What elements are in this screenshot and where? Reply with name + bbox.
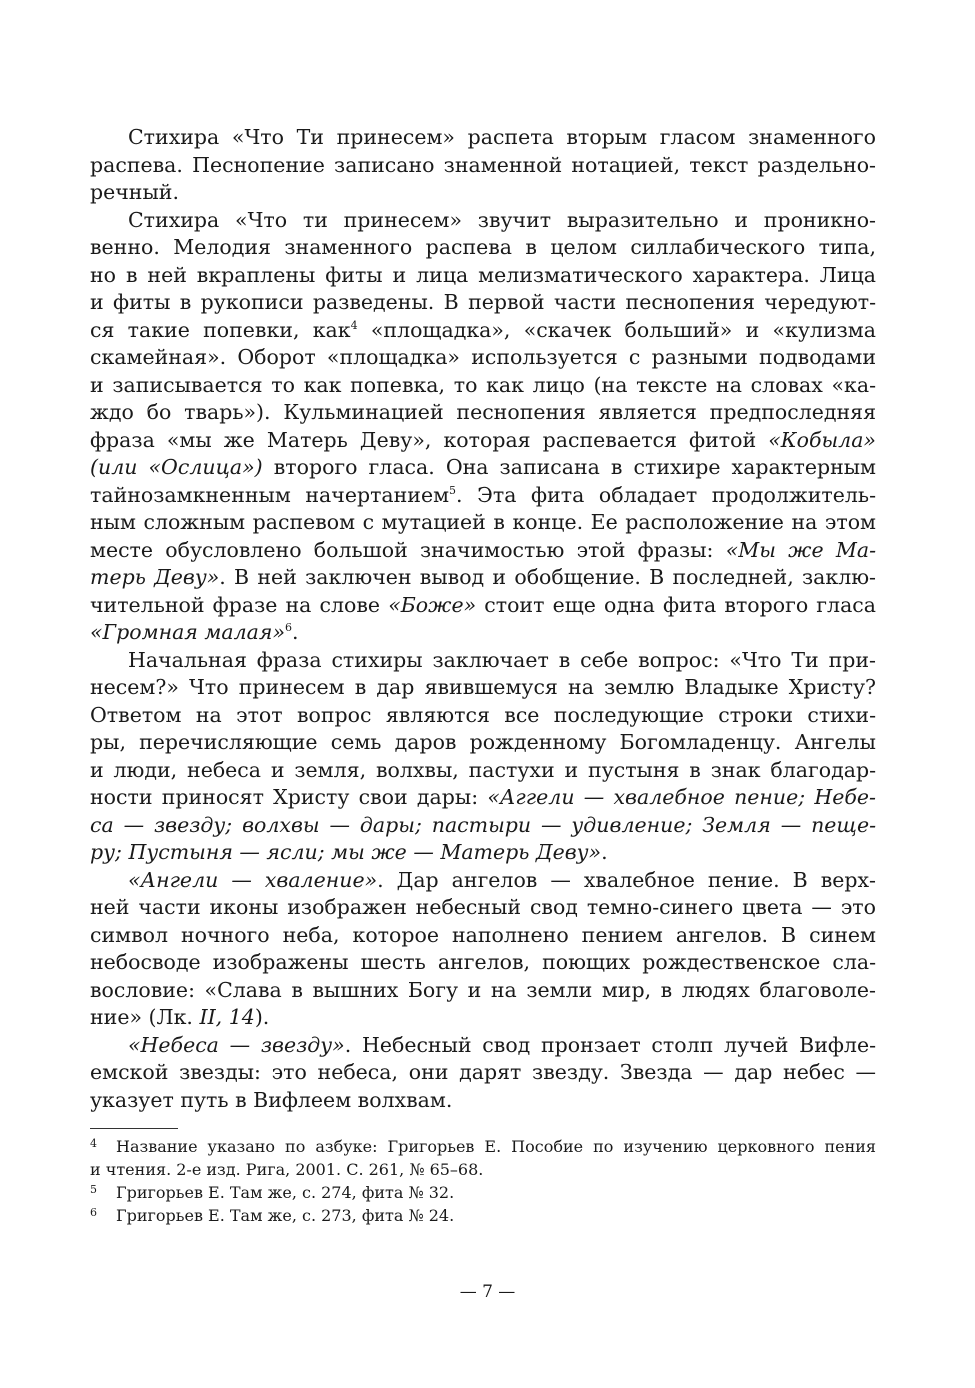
text-span: . Дар ангелов — хвалебное пение. В верх- [377,867,876,892]
paragraph-2 [90,207,876,647]
italic-text: «Кобыла» [768,427,876,452]
italic-text: ру; Пустыня — ясли; мы же — Матерь Деву» [90,840,602,864]
paragraph-5 [90,1032,876,1115]
paragraph-3 [90,647,876,867]
text-span: . В ней заключен вывод и обобщение. В последней, заклю- [219,565,876,589]
footnote-4 [90,1135,876,1158]
text-line: Ответом на этот вопрос являются все последующие строки стихи- [90,702,876,727]
footnote-6 [90,1204,876,1227]
footnote-ref[interactable]: 4 [350,318,358,332]
text-span: месте обусловлено большой значимостью этой фразы: [90,537,714,562]
text-line: символ ночного неба, которое наполнено пением ангелов. В синем [90,922,876,947]
text-span: ся такие попевки, как [90,317,351,342]
text-line: ждо бо тварь»). Кульминацией песнопения является предпоследняя [90,400,876,424]
body-text [90,124,876,1114]
footnote-text: Григорьев Е. Там же, с. 273, фита № 24. [116,1206,455,1225]
page [90,124,876,1227]
text-span: . Небесный свод пронзает столп лучей Вифле- [344,1032,876,1057]
text-line: емской звезды: это небеса, они дарят звезду. Звезда — дар небес — [90,1060,876,1084]
text-line: венно. Мелодия знаменного распева в целом силлабического типа, [90,235,876,259]
text-line: и люди, небеса и земля, волхвы, пастухи и пустыня в знак благодар- [90,757,876,782]
footnote-5 [90,1181,876,1204]
text-span: . [601,840,608,864]
text-line [90,454,876,482]
paragraph-4 [90,867,876,1032]
text-span: стоит еще одна фита второго гласа [484,592,876,617]
text-span: ). [254,1005,270,1029]
text-line: и фиты в рукописи разведены. В первой части песнопения чередуют- [90,290,876,314]
italic-text: са — звезду; волхвы — дары; пастыри — удивление; Земля — пеще- [90,812,876,837]
text-line: и записывается то как попевка, то как лицо (на тексте на словах «ка- [90,372,876,397]
italic-text: (или «Ослица») [90,455,263,479]
text-line: Начальная фраза стихиры заключает в себе вопрос: «Что Ти при- [128,647,876,672]
footnote-divider [90,1128,178,1129]
text-line: ным сложным распевом с мутацией в конце. Ее расположение на этом [90,510,876,534]
text-span: . Эта фита обладает продолжитель- [456,482,876,507]
italic-text: терь Деву» [90,565,220,589]
text-line: ры, перечисляющие семь даров рожденному Богомладенцу. Ангелы [90,730,876,754]
footnote-number: 6 [90,1206,97,1219]
text-line: Стихира «Что Ти принесем» распета вторым гласом знаменного [128,125,876,149]
text-span: второго гласа. Она записана в стихире характерным [273,455,876,479]
italic-text: «Боже» [388,592,477,617]
italic-text: «Мы же Ма- [725,537,876,562]
italic-text: «Ангели — хваление» [128,867,378,892]
text-line [90,482,876,510]
text-line [90,784,876,812]
text-line: «Громная малая»$^6$. [90,620,299,644]
text-line [90,1004,876,1032]
text-line [90,537,876,565]
text-span: ние» (Лк. [90,1005,193,1029]
text-span: «площадка», «скачек больший» и «кулизма [370,317,876,342]
text-line: речный. [90,180,179,204]
text-line [90,1032,876,1060]
text-line [90,592,876,620]
footnote-text-continued: и чтения. 2-е изд. Рига, 2001. С. 261, № 65–68. [90,1160,484,1179]
italic-text: «Громная малая» [90,620,286,644]
text-line: несем?» Что принесем в дар явившемуся на землю Владыке Христу? [90,675,876,699]
text-line: но в ней вкраплены фиты и лица мелизматического характера. Лица [90,262,876,287]
footnote-ref[interactable]: 6 [285,621,293,634]
text-line: вословие: «Слава в вышних Богу и на земли мир, в людях благоволе- [90,977,876,1002]
footnote-text: Название указано по азбуке: Григорьев Е. Пособие по изучению церковного пения [116,1137,876,1156]
footnote-number: 4 [90,1137,97,1150]
text-line: скамейная». Оборот «площадка» используется с разными подводами [90,345,876,369]
text-line [90,867,876,895]
text-line: указует путь в Вифлеем волхвам. [90,1087,453,1112]
text-line [90,427,876,455]
text-line: Стихира «Что ти принесем» звучит выразительно и проникно- [128,207,876,232]
footnote-ref[interactable]: 5 [449,483,457,497]
footnote-text: Григорьев Е. Там же, с. 274, фита № 32. [116,1183,455,1202]
text-span: тайнозамкненным начертанием [90,482,450,507]
text-line: небосводе изображены шесть ангелов, поющих рождественское сла- [90,950,876,974]
italic-text: II, 14 [199,1005,255,1029]
text-line [90,839,876,867]
italic-text: «Небеса — звезду» [128,1032,345,1057]
text-line [90,564,876,592]
text-span: фраза «мы же Матерь Деву», которая распевается фитой [90,427,757,452]
text-line: ней части иконы изображен небесный свод темно-синего цвета — это [90,895,876,919]
text-line [90,812,876,840]
text-line [90,317,876,345]
text-span: чительной фразе на слове [90,592,381,617]
paragraph-1 [90,124,876,207]
footnote-number: 5 [90,1183,97,1196]
page-number: — 7 — [459,1282,516,1302]
italic-text: «Аггели — хвалебное пение; Небе- [487,785,876,809]
text-span: ности приносят Христу свои дары: [90,785,479,809]
footnotes [90,1135,876,1227]
text-line: распева. Песнопение записано знаменной нотацией, текст раздельно- [90,152,876,177]
